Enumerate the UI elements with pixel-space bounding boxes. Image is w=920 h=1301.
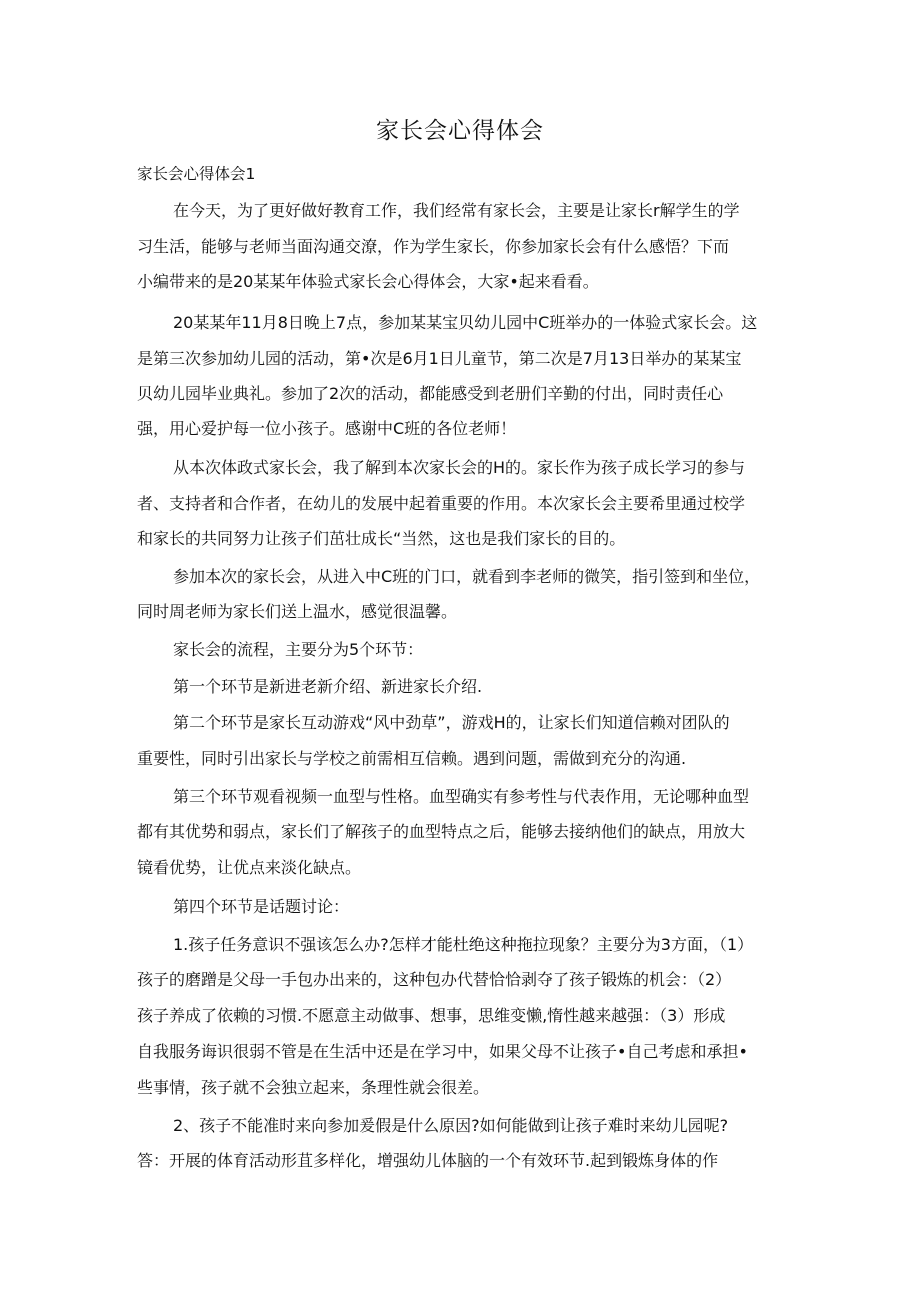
text-line: 镜看优势，让优点来淡化缺点。 — [137, 858, 362, 877]
text-line: 些事情，孩子就不会独立起来，条理性就会很差。 — [137, 1078, 490, 1097]
text-line: 家长会的流程，主要分为5个环节： — [173, 640, 424, 659]
document-subtitle: 家长会心得体会1 — [137, 165, 256, 183]
text-line: 孩子养成了依赖的习惯.不愿意主动做事、想事，思维变懒,惰性越来越强：（3）形成 — [137, 1006, 726, 1025]
text-line: 自我服务诲识很弱不管是在生活中还是在学习中，如果父母不让孩子•自己考虑和承担• — [137, 1042, 748, 1061]
text-line: 同时周老师为家长们送上温水，感觉很温馨。 — [137, 602, 458, 621]
text-line: 强，用心爱护每一位小孩子。感谢中C班的各位老师！ — [137, 419, 517, 438]
text-line: 第四个环节是话题讨论： — [173, 897, 350, 916]
text-line: 孩子的磨蹭是父母一手包办出来的，这种包办代替恰恰剥夺了孩子锻炼的机会：（2） — [137, 970, 732, 989]
text-line: 20某某年11月8日晚上7点，参加某某宝贝幼儿园中C班举办的一体验式家长会。这 — [173, 313, 758, 332]
text-line: 第二个环节是家长互动游戏“风中劲草”，游戏H的，让家长们知道信赖对团队的 — [173, 713, 730, 732]
text-line: 者、支持者和合作者，在幼儿的发展中起着重要的作用。本次家长会主要希里通过校学 — [137, 494, 746, 513]
text-line: 答：开展的体育活动形苴多样化，增强幼儿体脑的一个有效环节.起到锻炼身体的作 — [137, 1151, 719, 1170]
text-line: 都有其优势和弱点，家长们了解孩子的血型特点之后，能够去接纳他们的缺点，用放大 — [137, 822, 746, 841]
text-line: 贝幼儿园毕业典礼。参加了2次的活动，都能感受到老册们辛勤的付出，同时责任心 — [137, 384, 724, 403]
text-line: 1.孩子任务意识不强该怎么办?怎样才能杜绝这种拖拉现象？主要分为3方面，（1） — [173, 935, 754, 954]
document-title: 家长会心得体会 — [376, 118, 544, 144]
text-line: 习生活，能够与老师当面沟通交潦，作为学生家长，你参加家长会有什么感悟？下而 — [137, 237, 730, 256]
text-line: 第三个环节观看视频一血型与性格。血型确实有参考性与代表作用，无论哪种血型 — [173, 787, 750, 806]
text-line: 2、孩子不能准时来向参加爰假是什么原因?如何能做到让孩子难时来幼儿园呢? — [173, 1116, 729, 1135]
text-line: 在今天，为了更好做好教育工作，我们经常有家长会，主要是让家长r解学生的学 — [173, 201, 740, 220]
text-line: 重要性，同时引出家长与学校之前需相互信赖。遇到问题，需做到充分的沟通. — [137, 749, 687, 768]
text-line: 和家长的共同努力让孩子们茁壮成长“当然，这也是我们家长的目的。 — [137, 529, 626, 548]
text-line: 小编带来的是20某某年体验式家长会心得体会，大家•起来看看。 — [137, 272, 599, 291]
text-line: 参加本次的家长会，从进入中C班的门口，就看到李老师的微笑，指引签到和坐位， — [173, 567, 761, 586]
text-line: 是第三次参加幼儿园的活动，第•次是6月1日儿童节，第二次是7月13日举办的某某宝 — [137, 349, 742, 368]
text-line: 第一个环节是新进老新介绍、新进家长介绍. — [173, 677, 483, 696]
text-line: 从本次体政式家长会，我了解到本次家长会的H的。家长作为孩子成长学习的参与 — [173, 458, 746, 477]
